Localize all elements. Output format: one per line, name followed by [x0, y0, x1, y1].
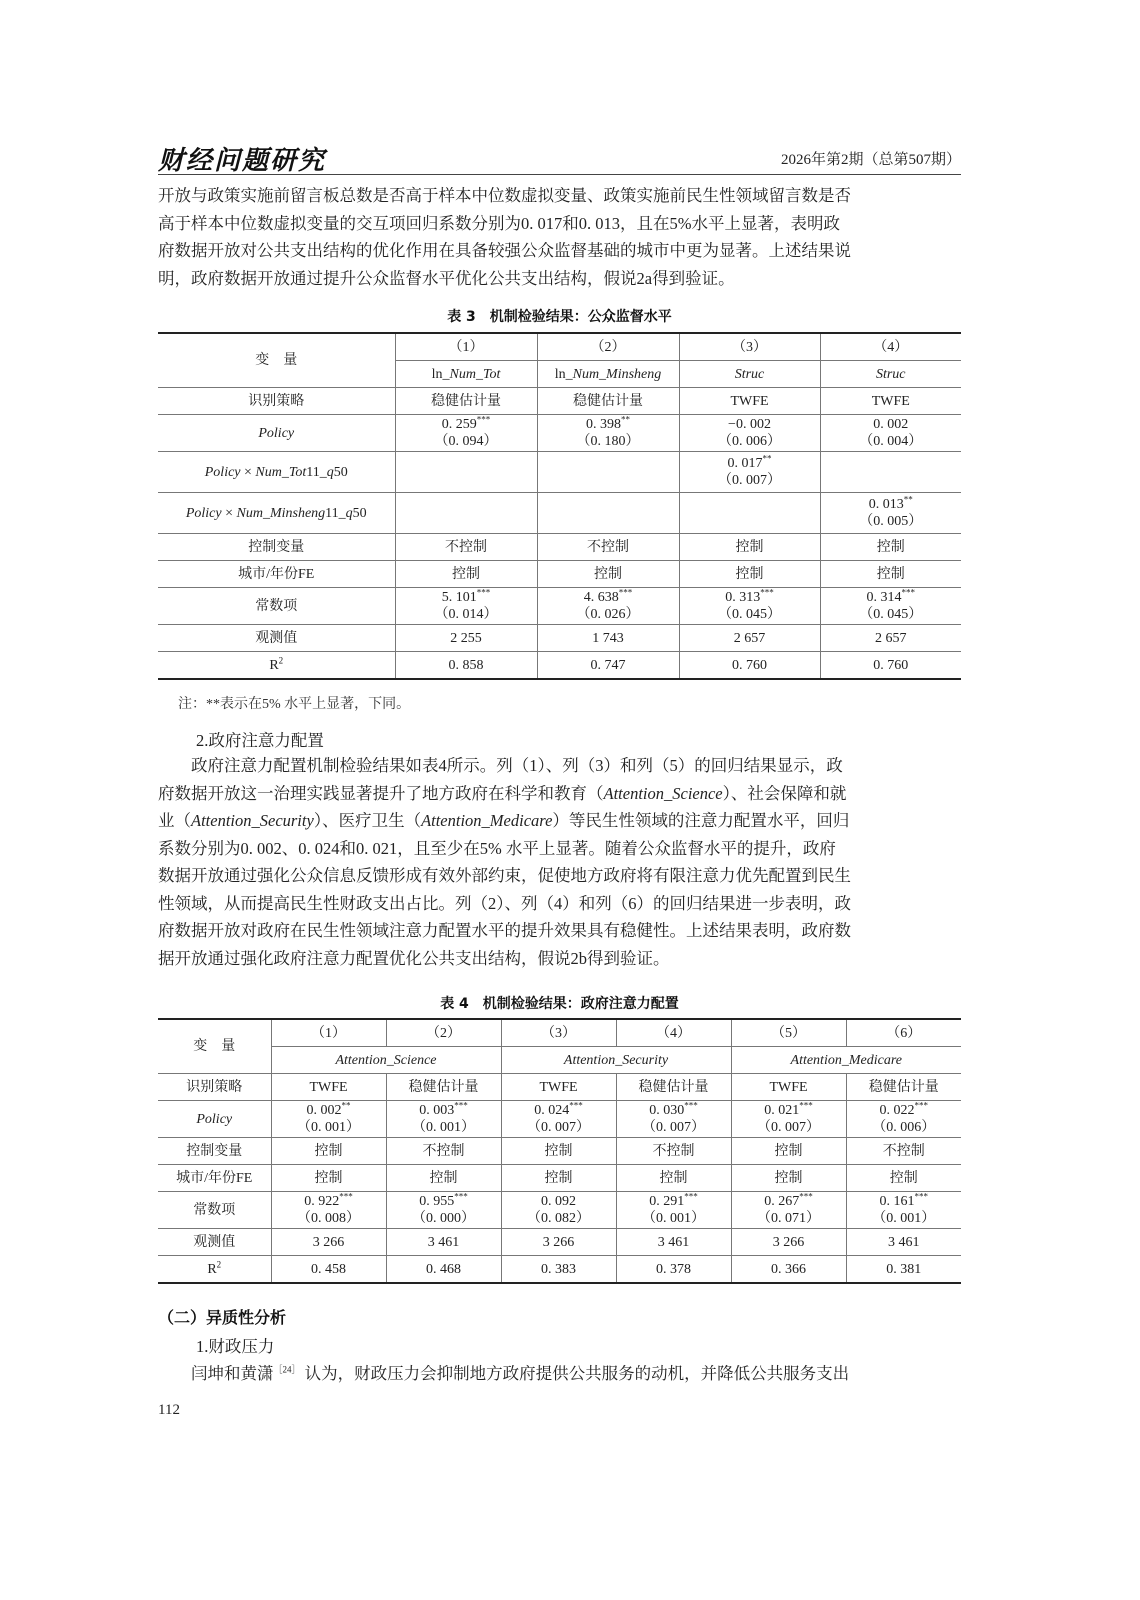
table-cell: 控制	[679, 561, 820, 588]
column-number: （1）	[271, 1019, 386, 1047]
table-cell	[537, 493, 679, 534]
column-number: （3）	[679, 333, 820, 361]
paragraph-3	[158, 1360, 961, 1388]
coefficient: 0. 259***	[441, 414, 491, 432]
table-cell: 不控制	[846, 1138, 961, 1165]
significance-stars: ***	[799, 1100, 813, 1111]
table-cell	[820, 588, 961, 625]
significance-stars: ***	[684, 1100, 698, 1111]
row-label	[158, 452, 395, 493]
significance-stars: ***	[569, 1100, 583, 1111]
row-label: 识别策略	[158, 1074, 271, 1101]
standard-error: （0. 045）	[859, 607, 923, 622]
table-cell: 控制	[501, 1165, 616, 1192]
dependent-variable-cell	[271, 1047, 501, 1074]
paragraph-2	[158, 752, 961, 972]
significance-stars: ***	[339, 1191, 353, 1202]
coefficient: 0. 002**	[306, 1100, 351, 1118]
standard-error: （0. 007）	[757, 1120, 820, 1135]
column-number: （5）	[731, 1019, 846, 1047]
table-cell	[386, 1192, 501, 1229]
dependent-variable: Struc	[875, 366, 906, 382]
table-cell	[537, 588, 679, 625]
significance-stars: ***	[454, 1100, 468, 1111]
standard-error: （0. 007）	[642, 1120, 705, 1135]
standard-error: （0. 006）	[872, 1120, 936, 1135]
row-label: 观测值	[158, 1229, 271, 1256]
dependent-variable: Attention_Science	[335, 1052, 437, 1068]
row-label-text: Policy × Num_Tot11_q50	[204, 464, 348, 480]
table-cell: 控制	[679, 534, 820, 561]
table-row	[158, 1229, 961, 1256]
table-cell: 2 657	[820, 625, 961, 652]
standard-error: （0. 007）	[527, 1120, 590, 1135]
significance-stars: ***	[760, 587, 774, 598]
coefficient: 0. 092	[541, 1194, 576, 1209]
standard-error: （0. 008）	[297, 1211, 360, 1226]
table-cell: 控制	[731, 1165, 846, 1192]
standard-error: （0. 007）	[718, 473, 781, 488]
standard-error: （0. 026）	[576, 607, 640, 622]
standard-error: （0. 005）	[859, 514, 923, 529]
table-cell	[820, 493, 961, 534]
coefficient: 0. 922***	[304, 1191, 353, 1209]
standard-error: （0. 004）	[859, 434, 923, 449]
section-heading: （二）异质性分析	[158, 1308, 287, 1327]
table-cell: 0. 458	[271, 1256, 386, 1284]
table-cell: 3 461	[616, 1229, 731, 1256]
coefficient: 0. 017**	[727, 453, 772, 471]
paragraph-line: 政府注意力配置机制检验结果如表4所示。列（1）、列（3）和列（5）的回归结果显示，政	[191, 756, 843, 775]
journal-logo: 财经问题研究	[158, 146, 327, 176]
row-label	[158, 1101, 271, 1138]
standard-error: （0. 045）	[718, 607, 781, 622]
row-label: 观测值	[158, 625, 395, 652]
row-label-text: Policy × Num_Minsheng11_q50	[185, 505, 367, 521]
table-cell: 稳健估计量	[537, 388, 679, 415]
table-cell: 不控制	[386, 1138, 501, 1165]
paragraph-line: 开放与政策实施前留言板总数是否高于样本中位数虚拟变量、政策实施前民生性领域留言数是否	[158, 186, 851, 205]
paragraph-line: 府数据开放这一治理实践显著提升了地方政府在科学和教育（Attention_Science）、社会保障和就	[158, 783, 847, 803]
table-row	[158, 652, 961, 680]
coefficient: 0. 955***	[419, 1191, 468, 1209]
table-cell: TWFE	[271, 1074, 386, 1101]
column-number: （2）	[537, 333, 679, 361]
table-cell	[537, 452, 679, 493]
paragraph-line: 明，政府数据开放通过提升公众监督水平优化公共支出结构，假说2a得到验证。	[158, 268, 735, 288]
table3-caption: 表 3 机制检验结果：公众监督水平	[447, 309, 672, 325]
table-cell	[731, 1192, 846, 1229]
table-cell: TWFE	[679, 388, 820, 415]
table-row	[158, 1165, 961, 1192]
significance-stars: **	[341, 1100, 351, 1111]
standard-error: （0. 001）	[642, 1211, 705, 1226]
significance-stars: ***	[901, 587, 915, 598]
row-label-text: Policy	[196, 1111, 233, 1127]
table-row	[158, 415, 961, 452]
standard-error: （0. 000）	[412, 1211, 475, 1226]
table-cell: 不控制	[537, 534, 679, 561]
header-row	[158, 333, 961, 361]
significance-stars: **	[621, 414, 630, 425]
table-cell	[395, 493, 537, 534]
citation[interactable]: ［24］	[273, 1364, 301, 1375]
table-cell	[846, 1101, 961, 1138]
dependent-variable-cell	[679, 361, 820, 388]
coefficient: 0. 398**	[586, 414, 630, 432]
table-cell: 0. 378	[616, 1256, 731, 1284]
significance-stars: **	[903, 494, 913, 505]
table-row	[158, 1138, 961, 1165]
row-label: 常数项	[158, 1192, 271, 1229]
table-cell: 控制	[820, 534, 961, 561]
coefficient: 0. 002	[873, 417, 909, 432]
significance-stars: ***	[454, 1191, 468, 1202]
column-number: （4）	[616, 1019, 731, 1047]
row-label: 城市/年份FE	[158, 561, 395, 588]
table-row	[158, 588, 961, 625]
table-cell: 0. 383	[501, 1256, 616, 1284]
table-cell: TWFE	[731, 1074, 846, 1101]
dependent-variable-row	[158, 1047, 961, 1074]
table-cell: 控制	[537, 561, 679, 588]
standard-error: （0. 001）	[872, 1211, 936, 1226]
table3-note: 注：**表示在5% 水平上显著，下同。	[178, 697, 411, 712]
table-cell: 控制	[820, 561, 961, 588]
header-row	[158, 1019, 961, 1047]
table-cell	[501, 1192, 616, 1229]
paragraph-line: 据开放通过强化政府注意力配置优化公共支出结构，假说2b得到验证。	[158, 948, 670, 968]
table-cell	[820, 452, 961, 493]
table-row	[158, 561, 961, 588]
dependent-variable: Attention_Medicare	[790, 1052, 902, 1068]
row-label: 识别策略	[158, 388, 395, 415]
page-header	[158, 140, 961, 175]
table-cell: 控制	[501, 1138, 616, 1165]
table-cell: 稳健估计量	[616, 1074, 731, 1101]
table-cell	[271, 1192, 386, 1229]
subsection-heading: 2.政府注意力配置	[196, 731, 324, 750]
row-label: 城市/年份FE	[158, 1165, 271, 1192]
row-label: $R^2$	[158, 652, 395, 680]
table-cell: 3 266	[731, 1229, 846, 1256]
table-row	[158, 493, 961, 534]
row-label	[158, 493, 395, 534]
paragraph-line: 系数分别为0. 002、0. 024和0. 021，且至少在5% 水平上显著。随着公众监督水平的提升，政府	[158, 838, 836, 858]
table-cell	[679, 415, 820, 452]
table-cell: 控制	[271, 1138, 386, 1165]
column-number: （1）	[395, 333, 537, 361]
paragraph-line: 府数据开放对公共支出结构的优化作用在具备较强公众监督基础的城市中更为显著。上述结果说	[158, 241, 851, 260]
table-cell: 0. 747	[537, 652, 679, 680]
column-number: （3）	[501, 1019, 616, 1047]
table-cell: 3 461	[846, 1229, 961, 1256]
coefficient: 0. 003***	[419, 1100, 468, 1118]
significance-stars: ***	[476, 414, 491, 425]
table-row	[158, 534, 961, 561]
significance-stars: ***	[684, 1191, 698, 1202]
table-cell	[846, 1192, 961, 1229]
coefficient: 4. 638***	[583, 587, 633, 605]
table-cell: 2 657	[679, 625, 820, 652]
coefficient: 0. 013**	[868, 494, 913, 512]
coefficient: 5. 101***	[441, 587, 491, 605]
dependent-variable-cell	[731, 1047, 961, 1074]
table-cell: 不控制	[395, 534, 537, 561]
table-cell: 0. 366	[731, 1256, 846, 1284]
table-cell: TWFE	[501, 1074, 616, 1101]
column-number: （2）	[386, 1019, 501, 1047]
dependent-variable: ln_Num_Minsheng	[554, 366, 662, 382]
significance-stars: ***	[618, 587, 633, 598]
paragraph-line: 性领域，从而提高民生性财政支出占比。列（2）、列（4）和列（6）的回归结果进一步表明，政	[158, 893, 851, 913]
coefficient: 0. 022***	[879, 1100, 928, 1118]
significance-stars: ***	[914, 1191, 928, 1202]
standard-error: （0. 001）	[297, 1120, 360, 1135]
table-cell: 0. 760	[820, 652, 961, 680]
column-number: （6）	[846, 1019, 961, 1047]
coefficient: −0. 002	[728, 417, 771, 432]
table-cell	[501, 1101, 616, 1138]
table-cell: 控制	[731, 1138, 846, 1165]
table-cell: 稳健估计量	[846, 1074, 961, 1101]
table-cell: 控制	[386, 1165, 501, 1192]
dependent-variable-cell	[395, 361, 537, 388]
variable-header: 变 量	[158, 1019, 271, 1074]
dependent-variable: Attention_Security	[563, 1052, 669, 1068]
table-cell	[679, 452, 820, 493]
table-cell	[395, 588, 537, 625]
standard-error: （0. 094）	[434, 434, 498, 449]
table-cell: 不控制	[616, 1138, 731, 1165]
significance-stars: ***	[914, 1100, 928, 1111]
table-cell: 稳健估计量	[395, 388, 537, 415]
table4-caption: 表 4 机制检验结果：政府注意力配置	[440, 996, 679, 1012]
dependent-variable-cell	[501, 1047, 731, 1074]
table-cell: 0. 760	[679, 652, 820, 680]
dependent-variable-cell	[537, 361, 679, 388]
dependent-variable-cell	[820, 361, 961, 388]
issue-info: 2026年第2期（总第507期）	[780, 152, 961, 168]
paragraph-line: 府数据开放对政府在民生性领域注意力配置水平的提升效果具有稳健性。上述结果表明，政府数	[158, 921, 851, 940]
coefficient: 0. 161***	[879, 1191, 928, 1209]
table-cell: 0. 858	[395, 652, 537, 680]
row-label	[158, 415, 395, 452]
paragraph-line: 高于样本中位数虚拟变量的交互项回归系数分别为0. 017和0. 013，且在5%水平上显著，表明政	[158, 213, 840, 233]
variable-header: 变 量	[158, 333, 395, 388]
row-label: $R^2$	[158, 1256, 271, 1284]
row-label: 控制变量	[158, 534, 395, 561]
dependent-variable: ln_Num_Tot	[431, 366, 501, 382]
table3	[158, 332, 961, 680]
paragraph-line: 数据开放通过强化公众信息反馈形成有效外部约束，促使地方政府将有限注意力优先配置到民生	[158, 866, 851, 885]
standard-error: （0. 001）	[412, 1120, 475, 1135]
coefficient: 0. 267***	[764, 1191, 813, 1209]
dependent-variable: Struc	[734, 366, 765, 382]
table-cell: 控制	[616, 1165, 731, 1192]
coefficient: 0. 314***	[866, 587, 915, 605]
row-label: 控制变量	[158, 1138, 271, 1165]
column-number: （4）	[820, 333, 961, 361]
table-cell: 控制	[395, 561, 537, 588]
table-cell: 0. 381	[846, 1256, 961, 1284]
table-row	[158, 1101, 961, 1138]
table-cell: 3 266	[271, 1229, 386, 1256]
standard-error: （0. 082）	[527, 1211, 590, 1226]
row-label-text: Policy	[258, 425, 295, 441]
table-row	[158, 1192, 961, 1229]
table-cell	[820, 415, 961, 452]
table-row	[158, 1256, 961, 1284]
table-cell: 2 255	[395, 625, 537, 652]
table-cell	[395, 415, 537, 452]
table-cell	[679, 493, 820, 534]
table-cell	[731, 1101, 846, 1138]
paragraph-line: 业（Attention_Security）、医疗卫生（Attention_Medicare）等民生性领域的注意力配置水平，回归	[158, 811, 850, 830]
table-cell: 3 461	[386, 1229, 501, 1256]
standard-error: （0. 180）	[576, 434, 640, 449]
significance-stars: **	[762, 453, 772, 464]
table-row	[158, 625, 961, 652]
table-cell	[395, 452, 537, 493]
table-cell	[537, 415, 679, 452]
table-cell: 1 743	[537, 625, 679, 652]
standard-error: （0. 006）	[718, 434, 781, 449]
coefficient: 0. 024***	[534, 1100, 583, 1118]
table-row	[158, 1074, 961, 1101]
row-label: 常数项	[158, 588, 395, 625]
table-cell: 控制	[846, 1165, 961, 1192]
table-row	[158, 388, 961, 415]
table-cell	[386, 1101, 501, 1138]
table-cell	[271, 1101, 386, 1138]
coefficient: 0. 030***	[649, 1100, 698, 1118]
coefficient: 0. 313***	[725, 587, 774, 605]
significance-stars: ***	[476, 587, 491, 598]
table-row	[158, 452, 961, 493]
page-number: 112	[158, 1402, 180, 1418]
table-cell	[679, 588, 820, 625]
table-cell: TWFE	[820, 388, 961, 415]
table-cell	[616, 1101, 731, 1138]
significance-stars: ***	[799, 1191, 813, 1202]
table-cell	[616, 1192, 731, 1229]
table-cell: 0. 468	[386, 1256, 501, 1284]
coefficient: 0. 021***	[764, 1100, 813, 1118]
paragraph-1	[158, 182, 961, 292]
paragraph-line: 闫坤和黄潇$^{[24]}$ 认为，财政压力会抑制地方政府提供公共服务的动机，并降低公共服务支出	[191, 1364, 850, 1383]
subsection-heading: 1.财政压力	[196, 1337, 275, 1356]
standard-error: （0. 071）	[757, 1211, 820, 1226]
table-cell: 3 266	[501, 1229, 616, 1256]
table-cell: 控制	[271, 1165, 386, 1192]
standard-error: （0. 014）	[434, 607, 498, 622]
table-cell: 稳健估计量	[386, 1074, 501, 1101]
table4	[158, 1018, 961, 1284]
coefficient: 0. 291***	[649, 1191, 698, 1209]
